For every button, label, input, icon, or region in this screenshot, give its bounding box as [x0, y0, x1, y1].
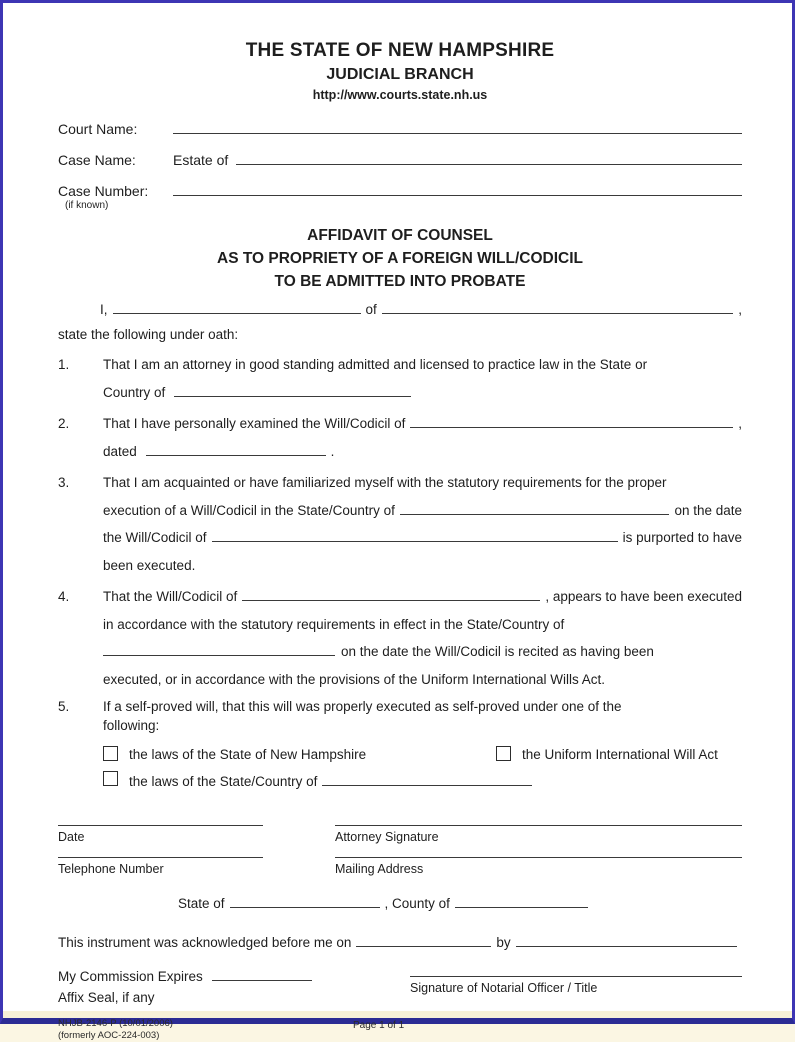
commission-expires-row [58, 966, 410, 987]
affix-seal-label: Affix Seal, if any [58, 990, 155, 1006]
county-of-label: , County of [384, 896, 450, 912]
item-3 [58, 469, 742, 579]
declarant-name-field[interactable] [113, 300, 361, 314]
case-number-field[interactable] [173, 181, 742, 196]
item-1-number: 1. [58, 357, 70, 373]
form-id: NHJB-2146-P (10/01/2006) [58, 1018, 173, 1030]
form-title [58, 224, 742, 293]
case-number-row [58, 181, 742, 211]
item-3-statecountry-field[interactable] [400, 501, 670, 515]
court-name-row [58, 119, 742, 137]
affidavit-items [58, 351, 742, 735]
item-4-willcodicil-field[interactable] [242, 587, 540, 601]
court-header [58, 39, 742, 103]
acknowledgment-row [58, 929, 742, 956]
case-name-label: Case Name: [58, 152, 136, 169]
item-2 [58, 410, 742, 465]
item-4-number: 4. [58, 589, 70, 605]
acknowledged-date-field[interactable] [356, 933, 491, 947]
case-number-label: Case Number: [58, 183, 149, 200]
statecountry-laws-field[interactable] [322, 772, 532, 786]
court-name-label: Court Name: [58, 121, 138, 138]
item-5 [58, 697, 742, 735]
commission-section [58, 966, 742, 1008]
state-county-row [178, 890, 742, 917]
item-5-line1: If a self-proved will, that this will was properly executed as self-proved under one of the [103, 699, 622, 715]
declarant-i: I, [100, 302, 108, 318]
case-name-field[interactable] [236, 150, 742, 165]
item-2-line1: That I have personally examined the Will/Codicil of , [103, 416, 742, 432]
item-4-line4: executed, or in accordance with the provisions of the Uniform International Wills Act. [103, 671, 605, 687]
item-4-line3: on the date the Will/Codicil is recited as having been [103, 638, 742, 666]
option-row-1 [103, 741, 742, 768]
state-of-label: State of [178, 896, 225, 912]
item-1-line2: Country of [103, 379, 742, 407]
signature-row-2 [58, 857, 742, 876]
scan-edge-strip [3, 1011, 792, 1018]
form-id-formerly: (formerly AOC-224-003) [58, 1030, 160, 1042]
by-label: by [496, 935, 511, 951]
estate-of-prefix: Estate of [173, 152, 229, 169]
form-content [3, 3, 792, 1042]
item-5-line2: following: [103, 718, 160, 734]
court-name-field[interactable] [173, 119, 742, 134]
attorney-signature-label: Attorney Signature [335, 830, 439, 845]
county-field[interactable] [455, 894, 588, 908]
statecountry-laws-checkbox[interactable] [103, 771, 118, 786]
court-website-url: http://www.courts.state.nh.us [312, 87, 488, 102]
case-name-row [58, 150, 742, 168]
signature-row-1 [58, 825, 742, 844]
notarial-officer-label: Signature of Notarial Officer / Title [410, 981, 598, 996]
item-5-number: 5. [58, 699, 70, 715]
item-4-line2: in accordance with the statutory requirements in effect in the State/Country of [103, 616, 565, 632]
item-4 [58, 583, 742, 693]
nh-laws-checkbox[interactable] [103, 746, 118, 761]
item-3-line2: execution of a Will/Codicil in the State/Country of on the date [103, 502, 742, 518]
state-title: THE STATE OF NEW HAMPSHIRE [245, 40, 555, 61]
telephone-label: Telephone Number [58, 862, 164, 877]
nh-laws-label: the laws of the State of New Hampshire [129, 747, 367, 763]
item-3-willcodicil-field[interactable] [212, 528, 618, 542]
acknowledged-by-field[interactable] [516, 933, 737, 947]
item-4-statecountry-field[interactable] [103, 642, 335, 656]
item-2-willcodicil-field[interactable] [410, 414, 733, 428]
acknowledged-text: This instrument was acknowledged before me on [58, 935, 352, 951]
uniform-will-act-label: the Uniform International Will Act [522, 747, 718, 763]
date-label: Date [58, 830, 85, 845]
declarant-of: of [365, 302, 377, 318]
state-field[interactable] [230, 894, 380, 908]
page-indicator: Page 1 of 1 [353, 1020, 405, 1032]
form-footer [58, 1018, 742, 1042]
commission-expires-field[interactable] [212, 967, 312, 981]
item-3-line4: been executed. [103, 557, 196, 573]
item-1-line1: That I am an attorney in good standing admitted and licensed to practice law in the State or [103, 357, 648, 373]
item-2-number: 2. [58, 416, 70, 432]
self-proved-options [103, 741, 742, 795]
declarant-place-field[interactable] [382, 300, 733, 314]
form-title-line3: TO BE ADMITTED INTO PROBATE [274, 273, 526, 291]
oath-statement: state the following under oath: [58, 327, 239, 343]
judicial-branch: JUDICIAL BRANCH [326, 65, 474, 83]
item-1 [58, 351, 742, 406]
form-title-line1: AFFIDAVIT OF COUNSEL [307, 227, 493, 245]
case-info-section [58, 119, 742, 211]
commission-expires-label: My Commission Expires [58, 969, 203, 985]
if-known-note: (if known) [65, 200, 109, 212]
form-title-line2: AS TO PROPRIETY OF A FOREIGN WILL/CODICIL [217, 250, 583, 268]
uniform-will-act-checkbox[interactable] [496, 746, 511, 761]
declarant-comma: , [738, 302, 742, 318]
declarant-line [58, 296, 742, 323]
item-3-line3: the Will/Codicil of is purported to have [103, 530, 742, 546]
item-3-number: 3. [58, 475, 70, 491]
mailing-address-label: Mailing Address [335, 862, 424, 877]
item-3-line1: That I am acquainted or have familiarized myself with the statutory requirements for the proper [103, 475, 667, 491]
item-4-line1: That the Will/Codicil of , appears to have been executed [103, 589, 742, 605]
option-row-2 [103, 768, 742, 795]
signature-section [58, 825, 742, 876]
item-2-line2: dated . [103, 443, 335, 459]
item-2-date-field[interactable] [146, 442, 326, 456]
item-1-country-field[interactable] [174, 383, 411, 397]
statecountry-laws-label: the laws of the State/Country of [129, 774, 318, 790]
